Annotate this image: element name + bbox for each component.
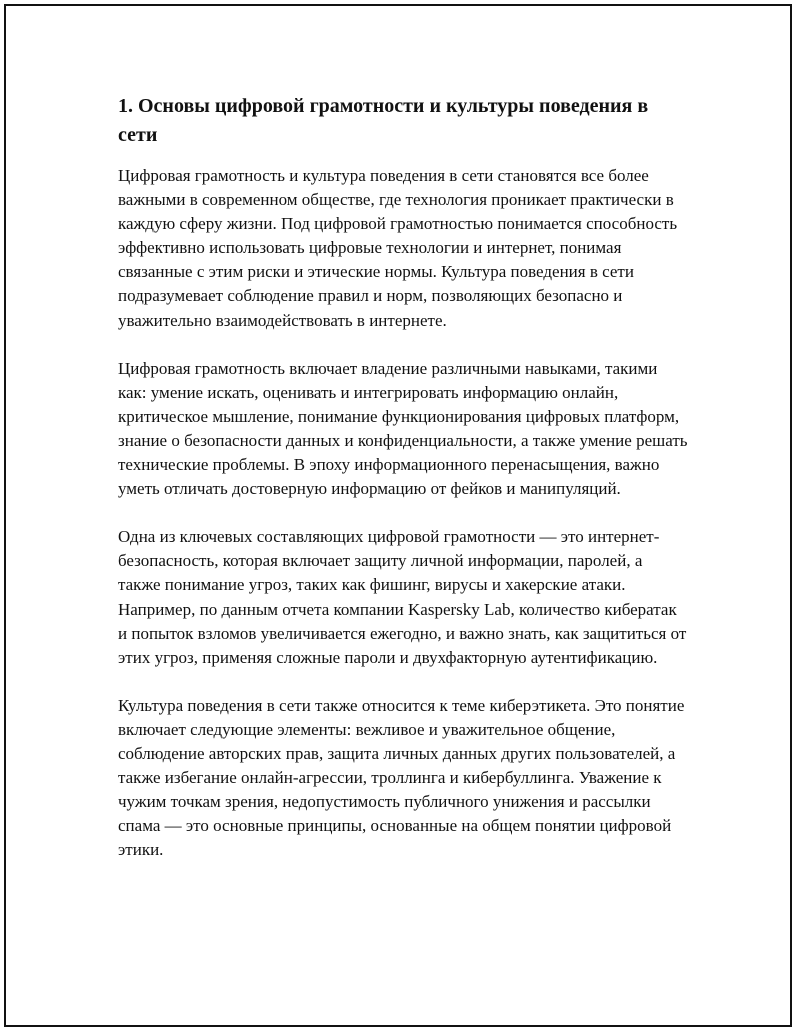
document-body: [118, 92, 688, 886]
paragraph-2: Цифровая грамотность включает владение различными навыками, такими как: умение искать, оценивать и интегрировать информацию онлайн, критическое мышление, понимание функционирования цифровых платформ, знание о безопасности данных и конфиденциальности, а также умение решать технические проблемы. В эпоху информационного перенасыщения, важно уметь отличать достоверную информацию от фейков и манипуляций.: [118, 358, 688, 499]
paragraph-4: Культура поведения в сети также относится к теме киберэтикета. Это понятие включает следующие элементы: вежливое и уважительное общение, соблюдение авторских прав, защита личных данных других пользователей, а также избегание онлайн-агрессии, троллинга и кибербуллинга. Уважение к чужим точкам зрения, недопустимость публичного унижения и рассылки спама — это основные принципы, основанные на общем понятии цифровой этики.: [118, 695, 685, 860]
paragraph-3: Одна из ключевых составляющих цифровой грамотности — это интернет-безопасность, которая включает защиту личной информации, паролей, а также понимание угроз, таких как фишинг, вирусы и хакерские атаки. Например, по данным отчета компании Kaspersky Lab, количество кибератак и попыток взломов увеличивается ежегодно, и важно знать, как защититься от этих угроз, применяя сложные пароли и двухфакторную аутентификацию.: [118, 527, 687, 667]
section-heading: 1. Основы цифровой грамотности и культуры поведения в сети: [118, 95, 649, 146]
paragraph-1: Цифровая грамотность и культура поведения в сети становятся все более важными в современном обществе, где технология проникает практически в каждую сферу жизни. Под цифровой грамотностью понимается способность эффективно использовать цифровые технологии и интернет, понимая связанные с этим риски и этические нормы. Культура поведения в сети подразумевает соблюдение правил и норм, позволяющих безопасно и уважительно взаимодействовать в интернете.: [118, 166, 678, 330]
